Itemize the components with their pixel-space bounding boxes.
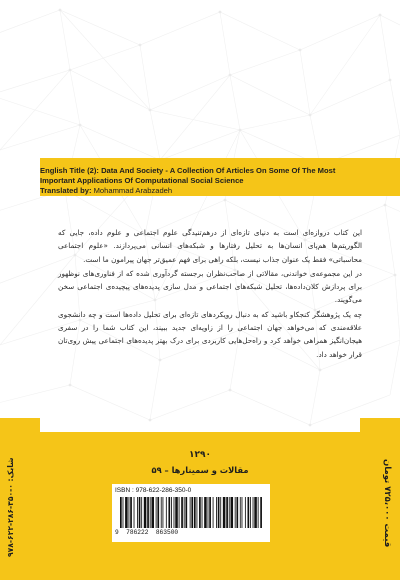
description-paragraph-3: چه یک پژوهشگر کنجکاو باشید که به دنبال رویکردهای تازه‌ای برای تحلیل داده‌ها است و چه دانشجوی علاقه‌مندی که می‌خواهد جهان اجتماعی را از زاویه‌ای جدید ببیند، این کتاب شما را در سفری هیجان‌انگیز همراهی خواهد کرد و راه‌حل‌هایی کاربردی برای درک بهتر پدیده‌های اجتماعی پیش روی‌تان قرار خواهد داد. — [58, 309, 362, 359]
barcode-icon — [118, 497, 264, 528]
english-title-block — [40, 166, 390, 196]
description-paragraph-2: در این مجموعه‌ی خواندنی، مقالاتی از صاحب‌نظران برجسته گردآوری شده که از فناوری‌های نوظهور برای پردازش کلان‌داده‌ها، تحلیل شبکه‌های اجتماعی و مدل سازی پدیده‌های پیچیده‌ی اجتماعی سخن می‌گویند. — [58, 268, 362, 305]
isbn-label: ISBN : 978-622-286-350-0 — [115, 487, 192, 494]
english-title-text-2: Important Applications Of Computational Social Science — [40, 176, 244, 185]
publication-number: ۱۲۹۰ — [189, 450, 211, 460]
translator-name: Mohammad Arabzadeh — [93, 186, 173, 195]
series-label: مقالات و سمینارها – ۵۹ — [151, 465, 249, 475]
translator-line — [40, 186, 390, 196]
english-title-line-1 — [40, 166, 390, 176]
book-description — [58, 226, 362, 362]
translated-by-label: Translated by: — [40, 186, 92, 195]
description-paragraph-1: این کتاب دروازه‌ای است به دنیای تازه‌ای از درهم‌تنیدگی علوم اجتماعی و علوم داده، جایی که الگوریتم‌ها هم‌پای انسان‌ها به تحلیل رفتارها و شبکه‌های انسانی می‌پردازند. «علوم اجتماعی محاسباتی» فقط یک عنوان جذاب نیست، بلکه راهی برای فهم عمیق‌تر جهان پیرامون ما است. — [58, 228, 362, 264]
english-title-label: English Title (2): — [40, 166, 99, 175]
isbn-vertical-persian: شابک: ۰-۳۵۰-۲۸۶-۶۲۲-۹۷۸ — [6, 457, 15, 557]
barcode-box — [112, 484, 270, 542]
barcode-digits: 9 786222 863500 — [115, 529, 179, 536]
english-title-line-2 — [40, 176, 390, 186]
english-title-text-1: Data And Society - A Collection Of Articles On Some Of The Most — [101, 166, 336, 175]
price-label: قیمت ۷۲۵،۰۰۰ تومان — [382, 458, 392, 548]
